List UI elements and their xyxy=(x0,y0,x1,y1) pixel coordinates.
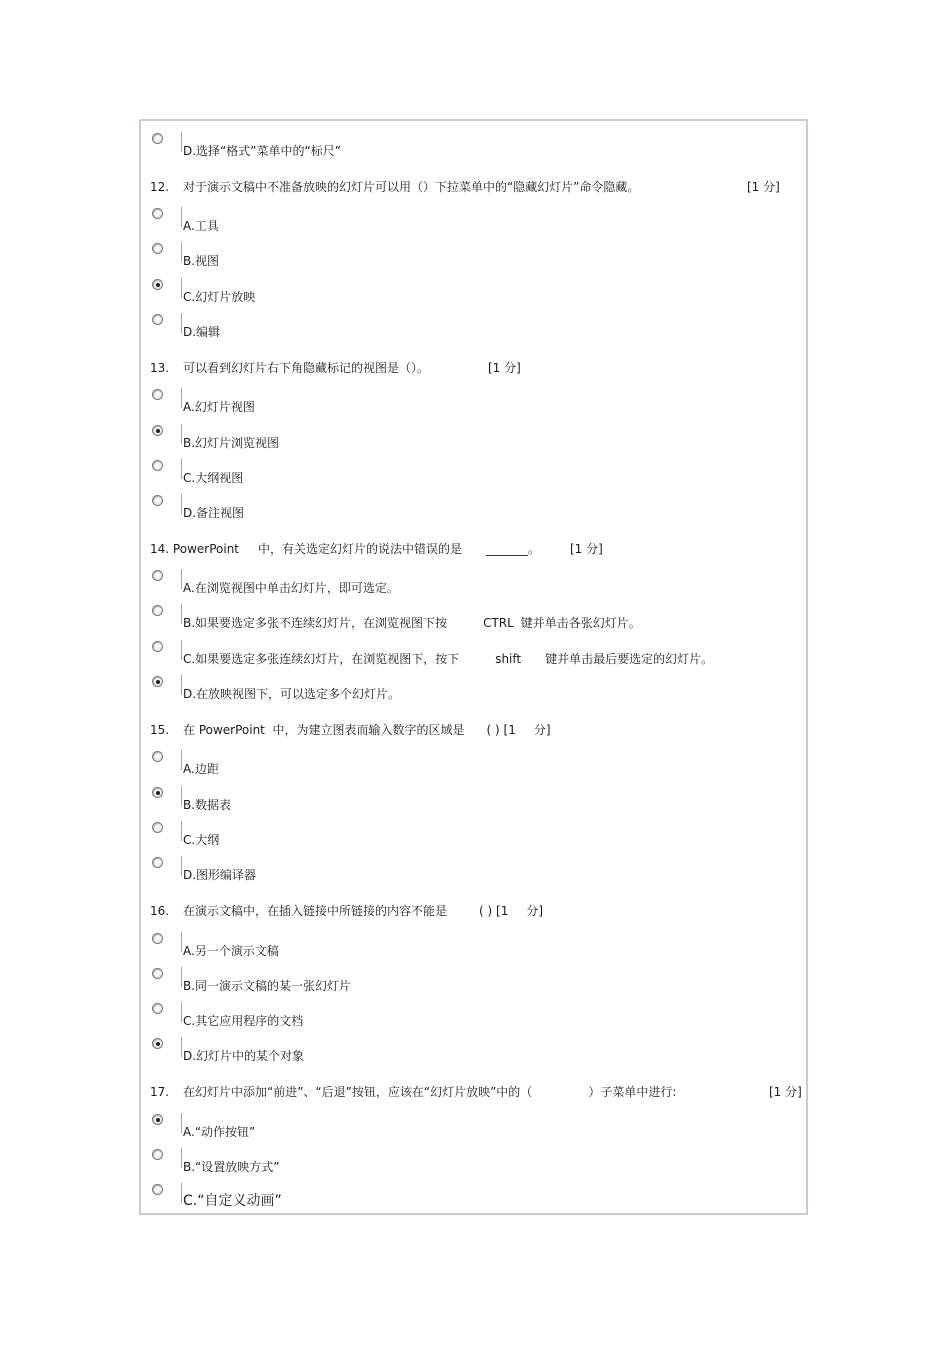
option-divider xyxy=(181,132,182,152)
question-text-c: 分] xyxy=(526,904,544,918)
option-divider xyxy=(181,278,182,298)
option-divider xyxy=(181,459,182,479)
option-label: C.大纲 xyxy=(183,833,220,847)
option-label: B.视图 xyxy=(183,254,220,268)
question-text-a: PowerPoint xyxy=(172,542,239,556)
radio-button[interactable] xyxy=(152,933,163,944)
option-label: B.同一演示文稿的某一张幻灯片 xyxy=(183,979,352,993)
option-divider xyxy=(181,1148,182,1168)
radio-button[interactable] xyxy=(152,1114,163,1125)
option-label: D.备注视图 xyxy=(183,506,245,520)
question-score: [1 分] xyxy=(488,361,521,375)
radio-button[interactable] xyxy=(152,968,163,979)
option-label-a: B.如果要选定多张不连续幻灯片，在浏览视图下按 xyxy=(183,616,448,630)
question-text-b: 中，有关选定幻灯片的说法中错误的是 xyxy=(258,542,463,556)
option-label: D.在放映视图下，可以选定多个幻灯片。 xyxy=(183,687,401,701)
q15-option-b[interactable] xyxy=(152,786,772,812)
option-label-b: shift xyxy=(495,652,522,666)
question-14 xyxy=(150,541,540,557)
option-label: A.“动作按钮” xyxy=(183,1125,256,1139)
option-label: D.编辑 xyxy=(183,325,221,339)
q17-option-c[interactable] xyxy=(152,1183,772,1209)
question-text: 对于演示文稿中不准备放映的幻灯片可以用（）下拉菜单中的“隐藏幻灯片”命令隐藏。 xyxy=(183,180,640,194)
option-label: A.另一个演示文稿 xyxy=(183,944,279,958)
option-divider xyxy=(181,207,182,227)
q16-option-b[interactable] xyxy=(152,967,772,993)
option-divider xyxy=(181,932,182,952)
q12-option-a[interactable] xyxy=(152,207,772,233)
q13-option-a[interactable] xyxy=(152,388,772,414)
option-divider xyxy=(181,1037,182,1057)
q14-option-d[interactable] xyxy=(152,675,772,701)
q12-option-c[interactable] xyxy=(152,278,772,304)
option-divider xyxy=(181,313,182,333)
q15-option-d[interactable] xyxy=(152,856,772,882)
option-label: A.在浏览视图中单击幻灯片，即可选定。 xyxy=(183,581,399,595)
question-17 xyxy=(150,1084,676,1100)
option-label: A.工具 xyxy=(183,219,219,233)
question-13 xyxy=(150,360,429,376)
question-number: 16. xyxy=(150,904,170,918)
option-divider xyxy=(181,494,182,514)
q16-option-c[interactable] xyxy=(152,1002,772,1028)
q12-option-d[interactable] xyxy=(152,313,772,339)
question-text-c: _______。 xyxy=(486,542,541,556)
radio-button[interactable] xyxy=(152,857,163,868)
option-divider xyxy=(181,1183,182,1203)
question-text-a: 在演示文稿中，在插入链接中所链接的内容不能是 xyxy=(183,904,448,918)
option-label: D.选择“格式”菜单中的“标尺” xyxy=(183,144,341,158)
question-number: 15. xyxy=(150,723,170,737)
option-label-b: CTRL xyxy=(483,616,514,630)
option-label: B.“设置放映方式” xyxy=(183,1160,280,1174)
option-divider xyxy=(181,967,182,987)
q17-option-a[interactable] xyxy=(152,1113,772,1139)
q13-option-c[interactable] xyxy=(152,459,772,485)
option-divider xyxy=(181,821,182,841)
question-text-b: ( ) [1 xyxy=(486,723,516,737)
option-label: D.幻灯片中的某个对象 xyxy=(183,1049,305,1063)
q14-option-b[interactable] xyxy=(152,604,772,630)
radio-button[interactable] xyxy=(152,208,163,219)
option-label: C.其它应用程序的文档 xyxy=(183,1014,304,1028)
option-divider xyxy=(181,424,182,444)
radio-button[interactable] xyxy=(152,314,163,325)
q14-option-c[interactable] xyxy=(152,640,772,666)
option-divider xyxy=(181,750,182,770)
option-divider xyxy=(181,1002,182,1022)
option-divider xyxy=(181,388,182,408)
q13-option-d[interactable] xyxy=(152,494,772,520)
radio-button[interactable] xyxy=(152,133,163,144)
radio-button[interactable] xyxy=(152,641,163,652)
option-label: D.图形编译器 xyxy=(183,868,257,882)
option-label: C.“自定义动画” xyxy=(183,1193,282,1209)
question-16 xyxy=(150,903,543,919)
question-number: 14. xyxy=(150,542,170,556)
q15-option-a[interactable] xyxy=(152,750,772,776)
radio-button[interactable] xyxy=(152,822,163,833)
option-divider xyxy=(181,786,182,806)
option-label: B.数据表 xyxy=(183,798,232,812)
option-label-a: C.如果要选定多张连续幻灯片，在浏览视图下，按下 xyxy=(183,652,460,666)
option-label-c: 键并单击各张幻灯片。 xyxy=(520,616,641,630)
q17-option-b[interactable] xyxy=(152,1148,772,1174)
question-text-a: 在幻灯片中添加“前进”、“后退”按钮，应该在“幻灯片放映”中的（ xyxy=(183,1085,533,1099)
question-number: 12. xyxy=(150,180,170,194)
radio-button[interactable] xyxy=(152,1184,163,1195)
q16-option-a[interactable] xyxy=(152,932,772,958)
question-score: [1 分] xyxy=(747,180,780,194)
question-score: [1 分] xyxy=(769,1085,802,1099)
radio-button[interactable] xyxy=(152,1038,163,1049)
radio-button[interactable] xyxy=(152,1003,163,1014)
radio-button[interactable] xyxy=(152,389,163,400)
radio-button[interactable] xyxy=(152,425,163,436)
radio-button[interactable] xyxy=(152,243,163,254)
question-score: [1 分] xyxy=(570,542,603,556)
option-divider xyxy=(181,675,182,695)
q13-option-b[interactable] xyxy=(152,424,772,450)
q14-option-a[interactable] xyxy=(152,569,772,595)
option-label xyxy=(183,651,713,667)
option-divider xyxy=(181,856,182,876)
radio-button[interactable] xyxy=(152,605,163,616)
question-12 xyxy=(150,179,639,195)
radio-button[interactable] xyxy=(152,279,163,290)
question-text-a: 在 PowerPoint 中，为建立图表而输入数字的区域是 xyxy=(183,723,465,737)
option-divider xyxy=(181,640,182,660)
q16-option-d[interactable] xyxy=(152,1037,772,1063)
option-label xyxy=(183,615,641,631)
question-text-b: ( ) [1 xyxy=(479,904,509,918)
radio-button[interactable] xyxy=(152,460,163,471)
radio-button[interactable] xyxy=(152,787,163,798)
radio-button[interactable] xyxy=(152,570,163,581)
question-text-b: ）子菜单中进行: xyxy=(588,1085,677,1099)
question-text: 可以看到幻灯片右下角隐藏标记的视图是（）。 xyxy=(183,361,430,375)
radio-button[interactable] xyxy=(152,751,163,762)
option-label: A.幻灯片视图 xyxy=(183,400,255,414)
option-label: C.幻灯片放映 xyxy=(183,290,256,304)
q11-option-d[interactable] xyxy=(152,132,772,158)
option-divider xyxy=(181,604,182,624)
q12-option-b[interactable] xyxy=(152,242,772,268)
option-label: C.大纲视图 xyxy=(183,471,244,485)
question-text-c: 分] xyxy=(533,723,551,737)
option-label: A.边距 xyxy=(183,762,219,776)
option-divider xyxy=(181,569,182,589)
question-15 xyxy=(150,722,551,738)
option-label: B.幻灯片浏览视图 xyxy=(183,436,280,450)
radio-button[interactable] xyxy=(152,676,163,687)
question-number: 17. xyxy=(150,1085,170,1099)
radio-button[interactable] xyxy=(152,1149,163,1160)
option-divider xyxy=(181,1113,182,1133)
q15-option-c[interactable] xyxy=(152,821,772,847)
question-number: 13. xyxy=(150,361,170,375)
radio-button[interactable] xyxy=(152,495,163,506)
option-label-c: 键并单击最后要选定的幻灯片。 xyxy=(545,652,714,666)
option-divider xyxy=(181,242,182,262)
